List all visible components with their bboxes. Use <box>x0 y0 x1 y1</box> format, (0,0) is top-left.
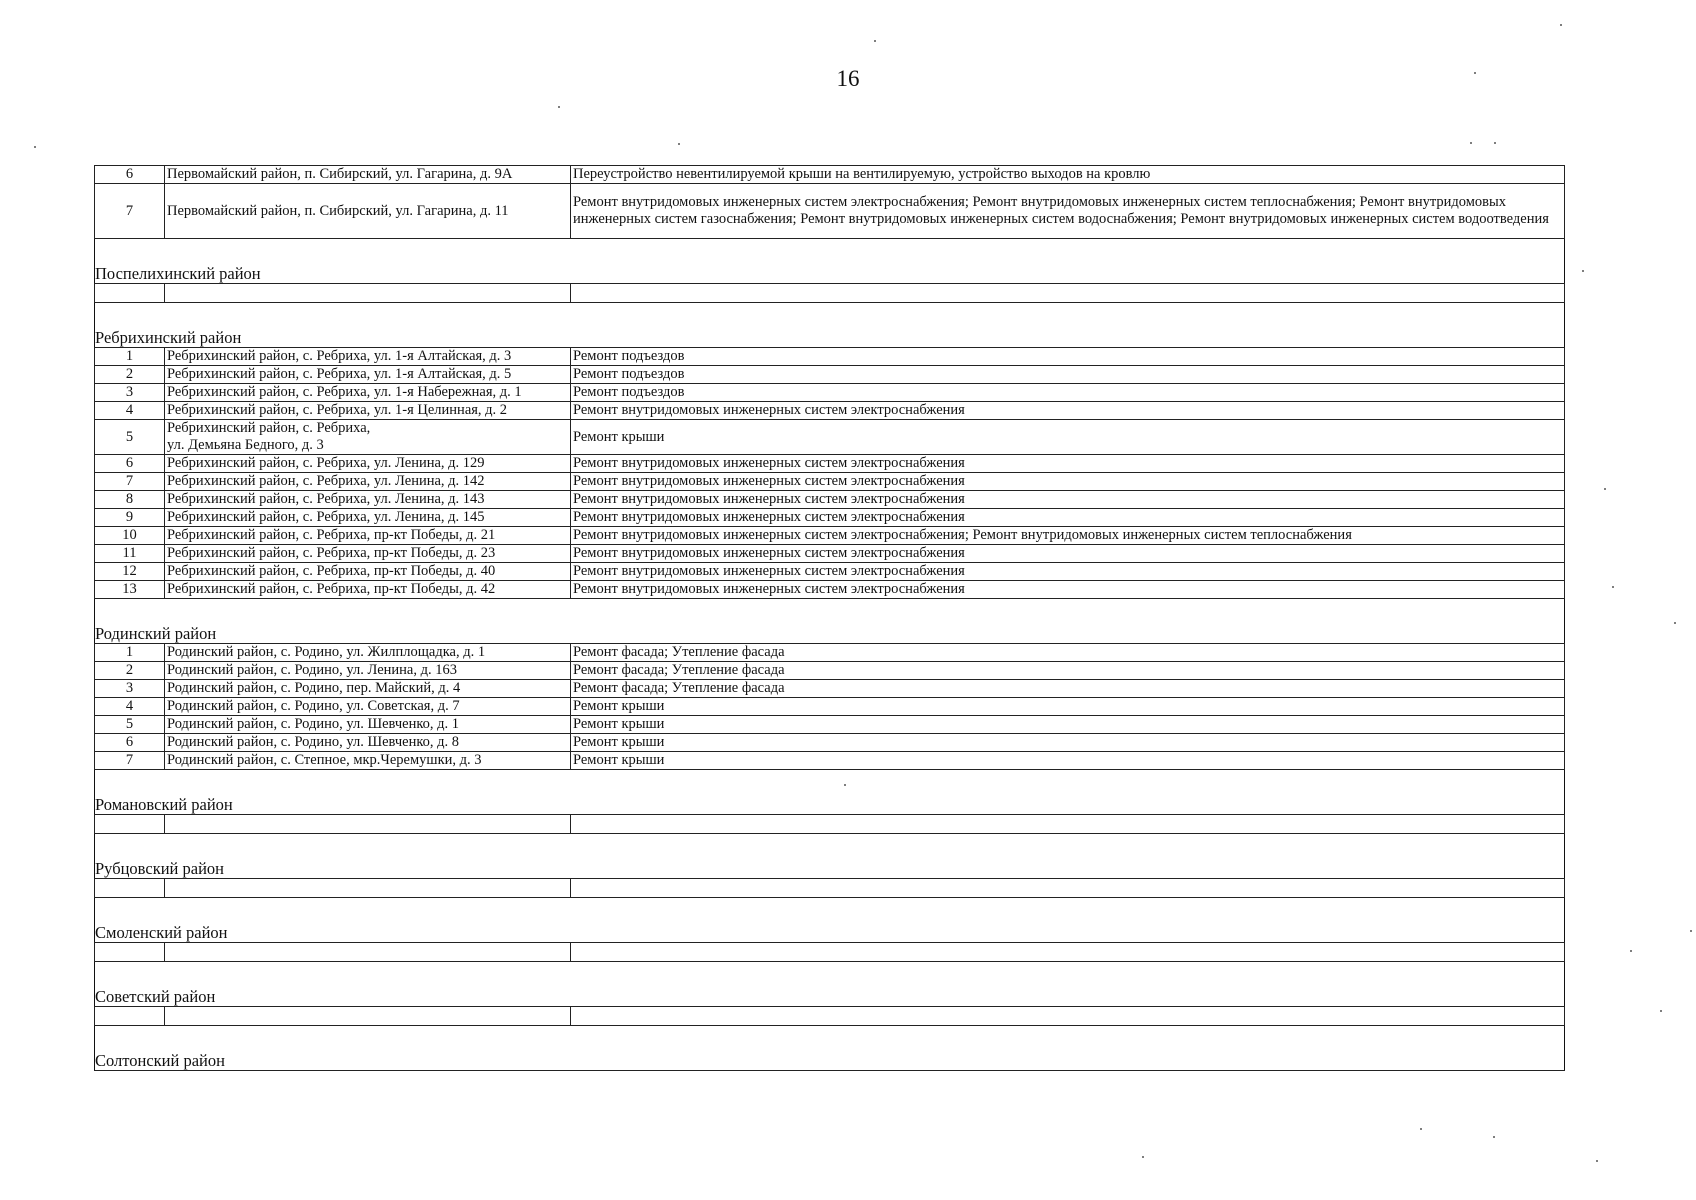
table-row <box>95 581 1565 599</box>
registry-sheet <box>94 165 1564 1071</box>
row-address-line: ул. Демьяна Бедного, д. 3 <box>167 437 324 453</box>
row-number: 6 <box>95 734 165 752</box>
table-row <box>95 545 1565 563</box>
row-work: Ремонт крыши <box>571 716 1565 734</box>
row-address: Родинский район, с. Родино, ул. Жилплощадка, д. 1 <box>165 644 571 662</box>
row-number: 12 <box>95 563 165 581</box>
table-row <box>95 184 1565 239</box>
district-header <box>95 239 1565 284</box>
row-number: 7 <box>95 752 165 770</box>
row-number: 1 <box>95 644 165 662</box>
row-address: Родинский район, с. Степное, мкр.Черемушки, д. 3 <box>165 752 571 770</box>
table-row <box>95 491 1565 509</box>
row-address: Ребрихинский район, с. Ребриха, ул. 1-я Набережная, д. 1 <box>165 384 571 402</box>
row-number: 6 <box>95 166 165 184</box>
row-number: 1 <box>95 348 165 366</box>
table-row <box>95 698 1565 716</box>
row-number: 7 <box>95 473 165 491</box>
row-address: Ребрихинский район, с. Ребриха, пр-кт Победы, д. 42 <box>165 581 571 599</box>
district-name: Поспелихинский район <box>95 239 1565 284</box>
row-address: Ребрихинский район, с. Ребриха, ул. 1-я Целинная, д. 2 <box>165 402 571 420</box>
row-number: 4 <box>95 402 165 420</box>
row-number: 4 <box>95 698 165 716</box>
registry-table <box>94 165 1565 1071</box>
table-row <box>95 527 1565 545</box>
row-number: 3 <box>95 680 165 698</box>
row-work: Ремонт подъездов <box>571 366 1565 384</box>
row-number: 7 <box>95 184 165 239</box>
row-address: Ребрихинский район, с. Ребриха, ул. Ленина, д. 129 <box>165 455 571 473</box>
table-row <box>95 734 1565 752</box>
row-address: Ребрихинский район, с. Ребриха, ул. 1-я Алтайская, д. 5 <box>165 366 571 384</box>
row-address: Родинский район, с. Родино, ул. Шевченко, д. 1 <box>165 716 571 734</box>
empty-row <box>95 879 1565 898</box>
table-row <box>95 455 1565 473</box>
row-work: Ремонт крыши <box>571 698 1565 716</box>
row-number: 2 <box>95 366 165 384</box>
empty-row <box>95 943 1565 962</box>
row-work: Ремонт внутридомовых инженерных систем электроснабжения <box>571 509 1565 527</box>
table-row <box>95 644 1565 662</box>
row-work: Ремонт внутридомовых инженерных систем электроснабжения <box>571 473 1565 491</box>
table-row <box>95 366 1565 384</box>
table-row <box>95 716 1565 734</box>
district-header <box>95 962 1565 1007</box>
row-work: Переустройство невентилируемой крыши на вентилируемую, устройство выходов на кровлю <box>571 166 1565 184</box>
row-work: Ремонт фасада; Утепление фасада <box>571 662 1565 680</box>
district-name: Солтонский район <box>95 1026 1565 1071</box>
table-row <box>95 680 1565 698</box>
row-address: Первомайский район, п. Сибирский, ул. Гагарина, д. 9А <box>165 166 571 184</box>
table-row <box>95 662 1565 680</box>
row-work: Ремонт внутридомовых инженерных систем электроснабжения <box>571 545 1565 563</box>
table-row <box>95 420 1565 455</box>
district-header <box>95 1026 1565 1071</box>
empty-row <box>95 1007 1565 1026</box>
district-header <box>95 599 1565 644</box>
row-address: Родинский район, с. Родино, пер. Майский, д. 4 <box>165 680 571 698</box>
row-address: Первомайский район, п. Сибирский, ул. Гагарина, д. 11 <box>165 184 571 239</box>
row-number: 2 <box>95 662 165 680</box>
row-number: 5 <box>95 420 165 455</box>
row-work: Ремонт внутридомовых инженерных систем электроснабжения <box>571 455 1565 473</box>
row-address: Родинский район, с. Родино, ул. Советская, д. 7 <box>165 698 571 716</box>
district-name: Советский район <box>95 962 1565 1007</box>
district-name: Родинский район <box>95 599 1565 644</box>
row-work: Ремонт крыши <box>571 734 1565 752</box>
district-name: Романовский район <box>95 770 1565 815</box>
district-header <box>95 303 1565 348</box>
row-number: 3 <box>95 384 165 402</box>
row-address: Ребрихинский район, с. Ребриха, пр-кт Победы, д. 21 <box>165 527 571 545</box>
table-row <box>95 563 1565 581</box>
row-work: Ремонт подъездов <box>571 348 1565 366</box>
row-address: Родинский район, с. Родино, ул. Ленина, д. 163 <box>165 662 571 680</box>
district-name: Смоленский район <box>95 898 1565 943</box>
table-row <box>95 473 1565 491</box>
table-row <box>95 166 1565 184</box>
row-work: Ремонт фасада; Утепление фасада <box>571 680 1565 698</box>
district-header <box>95 770 1565 815</box>
row-number: 9 <box>95 509 165 527</box>
row-work: Ремонт внутридомовых инженерных систем электроснабжения; Ремонт внутридомовых инженерных систем теплоснабжения; Ремонт внутридомовых инженерных систем газоснабжения; Ремонт внутридомовых инженерных систем водоснабжения; Ремонт внутридомовых инженерных систем водоотведения <box>571 184 1565 239</box>
row-number: 10 <box>95 527 165 545</box>
row-address: Ребрихинский район, с. Ребриха, пр-кт Победы, д. 40 <box>165 563 571 581</box>
row-address <box>165 420 571 455</box>
row-address: Родинский район, с. Родино, ул. Шевченко, д. 8 <box>165 734 571 752</box>
row-number: 11 <box>95 545 165 563</box>
row-work: Ремонт подъездов <box>571 384 1565 402</box>
table-row <box>95 348 1565 366</box>
page-number: 16 <box>836 66 860 91</box>
row-address: Ребрихинский район, с. Ребриха, ул. Ленина, д. 145 <box>165 509 571 527</box>
row-work: Ремонт крыши <box>571 752 1565 770</box>
row-work: Ремонт фасада; Утепление фасада <box>571 644 1565 662</box>
row-address: Ребрихинский район, с. Ребриха, ул. Ленина, д. 143 <box>165 491 571 509</box>
row-number: 6 <box>95 455 165 473</box>
district-name: Рубцовский район <box>95 834 1565 879</box>
row-work: Ремонт крыши <box>571 420 1565 455</box>
row-number: 8 <box>95 491 165 509</box>
district-header <box>95 834 1565 879</box>
empty-row <box>95 815 1565 834</box>
row-work: Ремонт внутридомовых инженерных систем электроснабжения <box>571 581 1565 599</box>
district-name: Ребрихинский район <box>95 303 1565 348</box>
row-work: Ремонт внутридомовых инженерных систем электроснабжения <box>571 563 1565 581</box>
row-work: Ремонт внутридомовых инженерных систем электроснабжения <box>571 491 1565 509</box>
table-row <box>95 509 1565 527</box>
row-address: Ребрихинский район, с. Ребриха, пр-кт Победы, д. 23 <box>165 545 571 563</box>
table-row <box>95 402 1565 420</box>
table-row <box>95 752 1565 770</box>
row-address-line: Ребрихинский район, с. Ребриха, <box>167 420 371 436</box>
table-row <box>95 384 1565 402</box>
row-address: Ребрихинский район, с. Ребриха, ул. Ленина, д. 142 <box>165 473 571 491</box>
district-header <box>95 898 1565 943</box>
row-address: Ребрихинский район, с. Ребриха, ул. 1-я Алтайская, д. 3 <box>165 348 571 366</box>
empty-row <box>95 284 1565 303</box>
row-number: 13 <box>95 581 165 599</box>
row-work: Ремонт внутридомовых инженерных систем электроснабжения; Ремонт внутридомовых инженерных систем теплоснабжения <box>571 527 1565 545</box>
row-number: 5 <box>95 716 165 734</box>
row-work: Ремонт внутридомовых инженерных систем электроснабжения <box>571 402 1565 420</box>
